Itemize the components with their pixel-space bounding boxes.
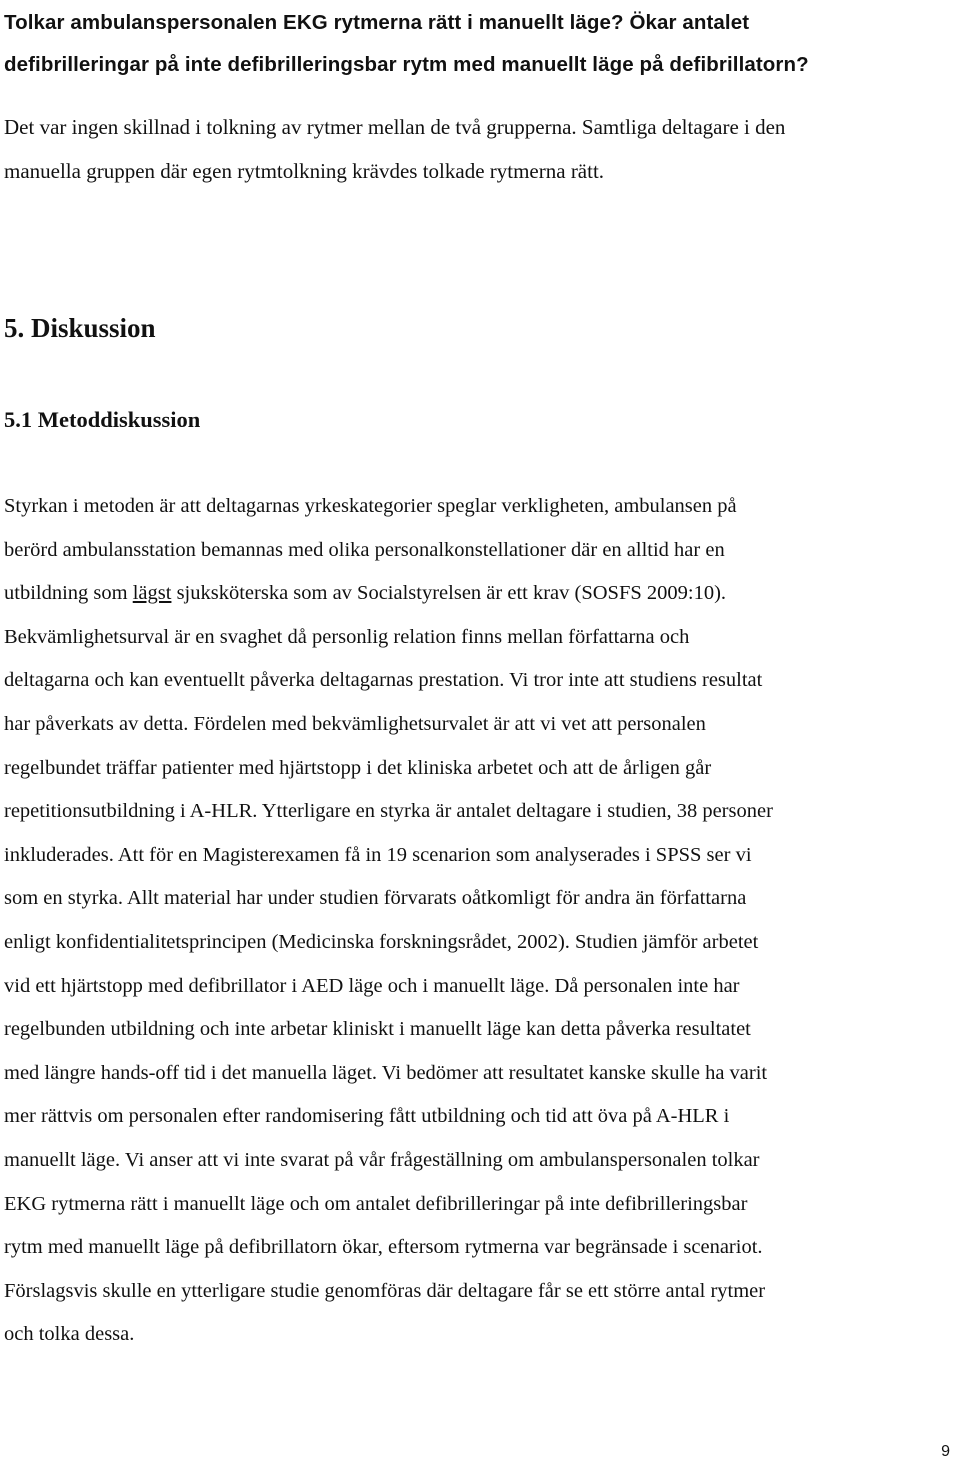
paragraph-line: inkluderades. Att för en Magisterexamen få in 19 scenarion som analyserades i SPSS ser vi xyxy=(4,843,752,866)
research-question-answer xyxy=(4,105,956,193)
research-question-heading xyxy=(4,2,956,86)
paragraph-text: sjuksköterska som av Socialstyrelsen är ett krav (SOSFS 2009:10). xyxy=(171,582,727,605)
paragraph-line: regelbunden utbildning och inte arbetar kliniskt i manuellt läge kan detta påverka resultatet xyxy=(4,1018,751,1041)
subsection-heading: 5.1 Metoddiskussion xyxy=(4,407,201,432)
paragraph-line: EKG rytmerna rätt i manuellt läge och om antalet defibrilleringar på inte defibrilleringsbar xyxy=(4,1192,748,1215)
paragraph-line: vid ett hjärtstopp med defibrillator i AED läge och i manuellt läge. Då personalen inte har xyxy=(4,974,740,997)
paragraph-line: regelbundet träffar patienter med hjärtstopp i det kliniska arbetet och att de årligen går xyxy=(4,756,712,779)
answer-line: Det var ingen skillnad i tolkning av rytmer mellan de två grupperna. Samtliga deltagare i den xyxy=(4,115,786,139)
paragraph-line: rytm med manuellt läge på defibrillatorn ökar, eftersom rytmerna var begränsade i scenariot. xyxy=(4,1236,763,1259)
paragraph-line: Förslagsvis skulle en ytterligare studie genomföras där deltagare får se ett större antal rytmer xyxy=(4,1279,766,1302)
paragraph-line: enligt konfidentialitetsprincipen (Medicinska forskningsrådet, 2002). Studien jämför arbetet xyxy=(4,930,759,953)
paragraph-line: mer rättvis om personalen efter randomisering fått utbildning och tid att öva på A-HLR i xyxy=(4,1105,730,1128)
underlined-word: lägst xyxy=(132,582,172,605)
section-heading: 5. Diskussion xyxy=(4,313,156,343)
paragraph-line: med längre hands-off tid i det manuella läget. Vi bedömer att resultatet kanske skulle ha varit xyxy=(4,1061,768,1084)
paragraph-line xyxy=(4,572,956,616)
paragraph-line: berörd ambulansstation bemannas med olika personalkonstellationer där en alltid har en xyxy=(4,538,725,561)
paragraph-line: manuellt läge. Vi anser att vi inte svarat på vår frågeställning om ambulanspersonalen tolkar xyxy=(4,1148,760,1171)
paragraph-line: Styrkan i metoden är att deltagarnas yrkeskategorier speglar verkligheten, ambulansen på xyxy=(4,495,737,517)
paragraph-line: som en styrka. Allt material har under studien förvarats oåtkomligt för andra än författarna xyxy=(4,887,747,910)
answer-line: manuella gruppen där egen rytmtolkning krävdes tolkade rytmerna rätt. xyxy=(4,159,605,183)
research-question-line: Tolkar ambulanspersonalen EKG rytmerna rätt i manuellt läge? Ökar antalet xyxy=(4,11,750,34)
method-discussion-paragraph xyxy=(4,485,956,1357)
paragraph-line: och tolka dessa. xyxy=(4,1323,135,1346)
paragraph-line: Bekvämlighetsurval är en svaghet då personlig relation finns mellan författarna och xyxy=(4,625,690,648)
page-number: 9 xyxy=(941,1443,950,1460)
paragraph-line: deltagarna och kan eventuellt påverka deltagarnas prestation. Vi tror inte att studiens resultat xyxy=(4,669,763,692)
paragraph-line: repetitionsutbildning i A-HLR. Ytterligare en styrka är antalet deltagare i studien, 38 personer xyxy=(4,800,773,823)
paragraph-text: utbildning som xyxy=(4,582,133,605)
paragraph-line: har påverkats av detta. Fördelen med bekvämlighetsurvalet är att vi vet att personalen xyxy=(4,712,706,735)
research-question-line: defibrilleringar på inte defibrilleringsbar rytm med manuellt läge på defibrillatorn? xyxy=(4,53,809,76)
